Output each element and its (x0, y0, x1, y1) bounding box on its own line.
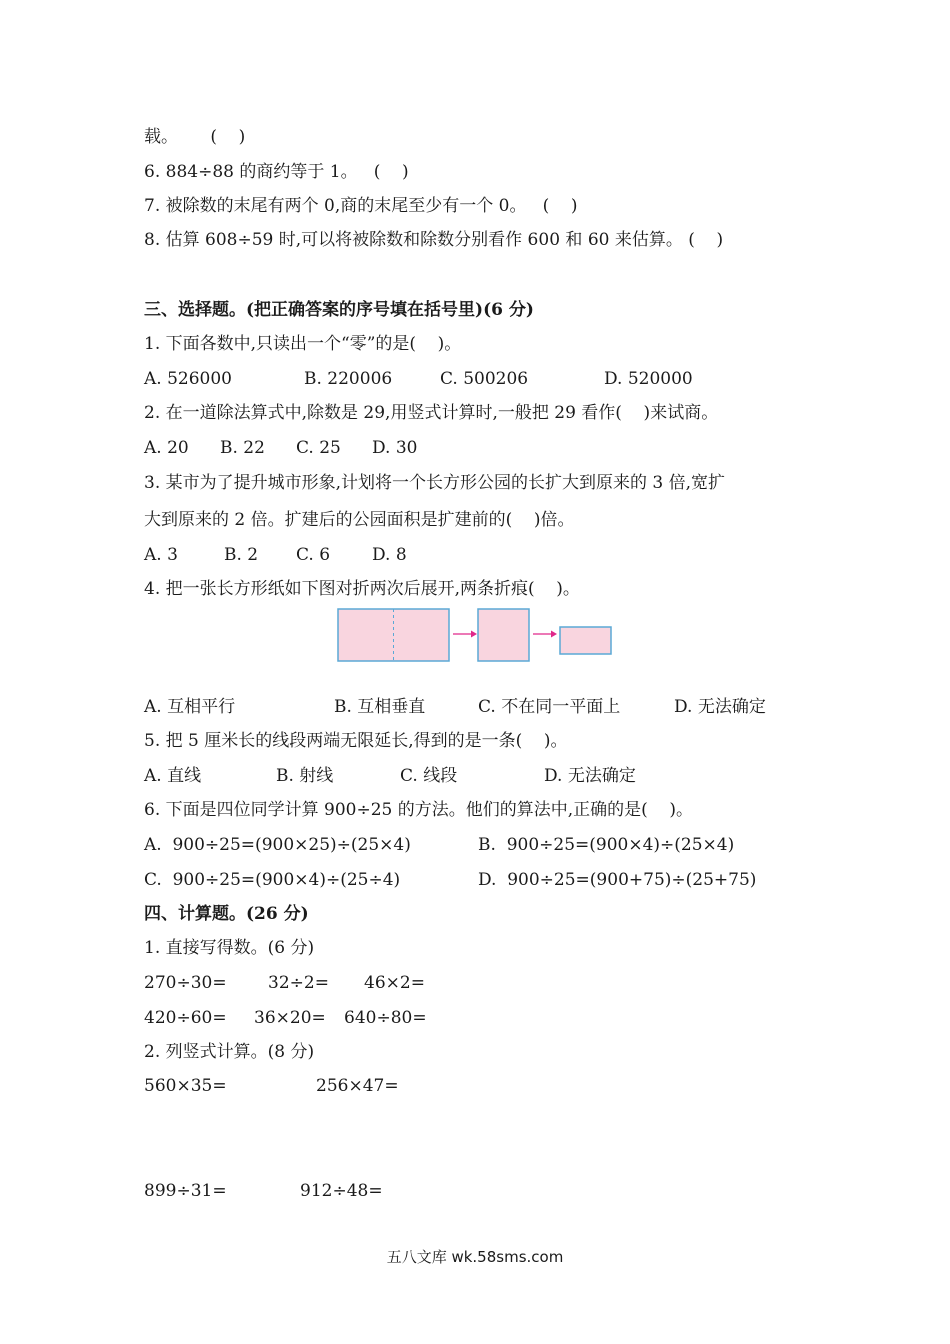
choice-q3-stem-line2: 大到原来的 2 倍。扩建后的公园面积是扩建前的( )倍。 (144, 510, 575, 530)
choice-q3-option-d: D. 8 (372, 545, 407, 565)
choice-q4-option-c: C. 不在同一平面上 (478, 697, 621, 717)
choice-q3-option-a: A. 3 (144, 545, 178, 565)
arrow-2-head (551, 631, 557, 638)
choice-q1-stem: 1. 下面各数中,只读出一个“零”的是( )。 (144, 334, 462, 354)
choice-q4-option-a: A. 互相平行 (144, 697, 236, 717)
choice-q1-option-b: B. 220006 (304, 369, 393, 389)
calc-item: 420÷60= (144, 1008, 227, 1028)
choice-q4-option-b: B. 互相垂直 (334, 697, 426, 717)
choice-q4-option-d: D. 无法确定 (674, 697, 766, 717)
choice-q6-option-a: A. 900÷25=(900×25)÷(25×4) (144, 835, 411, 855)
choice-q6-stem: 6. 下面是四位同学计算 900÷25 的方法。他们的算法中,正确的是( )。 (144, 800, 694, 820)
calc-part1-title: 1. 直接写得数。(6 分) (144, 938, 315, 958)
choice-q3-option-b: B. 2 (224, 545, 259, 565)
choice-q5-option-c: C. 线段 (400, 766, 458, 786)
judge-question-6: 6. 884÷88 的商约等于 1。 ( ) (144, 162, 409, 182)
judge-question-8: 8. 估算 608÷59 时,可以将被除数和除数分别看作 600 和 60 来估算。 ( ) (144, 230, 724, 250)
choice-q2-stem: 2. 在一道除法算式中,除数是 29,用竖式计算时,一般把 29 看作( )来试商。 (144, 403, 719, 423)
choice-q1-option-a: A. 526000 (144, 369, 232, 389)
choice-q1-option-d: D. 520000 (604, 369, 693, 389)
folded-once-paper (478, 609, 529, 661)
choice-q5-stem: 5. 把 5 厘米长的线段两端无限延长,得到的是一条( )。 (144, 731, 568, 751)
judge-carry-line: 载。 ( ) (144, 127, 246, 147)
choice-q2-option-b: B. 22 (220, 438, 265, 458)
choice-q5-option-b: B. 射线 (276, 766, 334, 786)
choice-q2-option-a: A. 20 (144, 438, 189, 458)
arrow-1-head (471, 631, 477, 638)
calc-item: 36×20= (254, 1008, 326, 1028)
choice-q3-option-c: C. 6 (296, 545, 331, 565)
calc-item: 899÷31= (144, 1181, 227, 1201)
calc-item: 32÷2= (268, 973, 329, 993)
paper-fold-diagram (336, 606, 616, 664)
calc-item: 560×35= (144, 1076, 227, 1096)
choice-q5-option-a: A. 直线 (144, 766, 202, 786)
choice-q2-option-c: C. 25 (296, 438, 341, 458)
calc-part2-title: 2. 列竖式计算。(8 分) (144, 1042, 315, 1062)
choice-q5-option-d: D. 无法确定 (544, 766, 636, 786)
choice-q6-option-c: C. 900÷25=(900×4)÷(25÷4) (144, 870, 401, 890)
judge-question-7: 7. 被除数的末尾有两个 0,商的末尾至少有一个 0。 ( ) (144, 196, 578, 216)
choice-q1-option-c: C. 500206 (440, 369, 529, 389)
calc-item: 256×47= (316, 1076, 399, 1096)
choice-q2-option-d: D. 30 (372, 438, 418, 458)
choice-q6-option-d: D. 900÷25=(900+75)÷(25+75) (478, 870, 757, 890)
calc-item: 46×2= (364, 973, 425, 993)
calc-item: 640÷80= (344, 1008, 427, 1028)
choice-q3-stem-line1: 3. 某市为了提升城市形象,计划将一个长方形公园的长扩大到原来的 3 倍,宽扩 (144, 473, 726, 493)
section3-heading: 三、选择题。(把正确答案的序号填在括号里)(6 分) (144, 300, 534, 320)
page-footer: 五八文库 wk.58sms.com (386, 1248, 564, 1266)
choice-q4-stem: 4. 把一张长方形纸如下图对折两次后展开,两条折痕( )。 (144, 579, 580, 599)
section4-heading: 四、计算题。(26 分) (144, 904, 309, 924)
folded-twice-paper (560, 627, 611, 654)
calc-item: 270÷30= (144, 973, 227, 993)
calc-item: 912÷48= (300, 1181, 383, 1201)
choice-q6-option-b: B. 900÷25=(900×4)÷(25×4) (478, 835, 735, 855)
